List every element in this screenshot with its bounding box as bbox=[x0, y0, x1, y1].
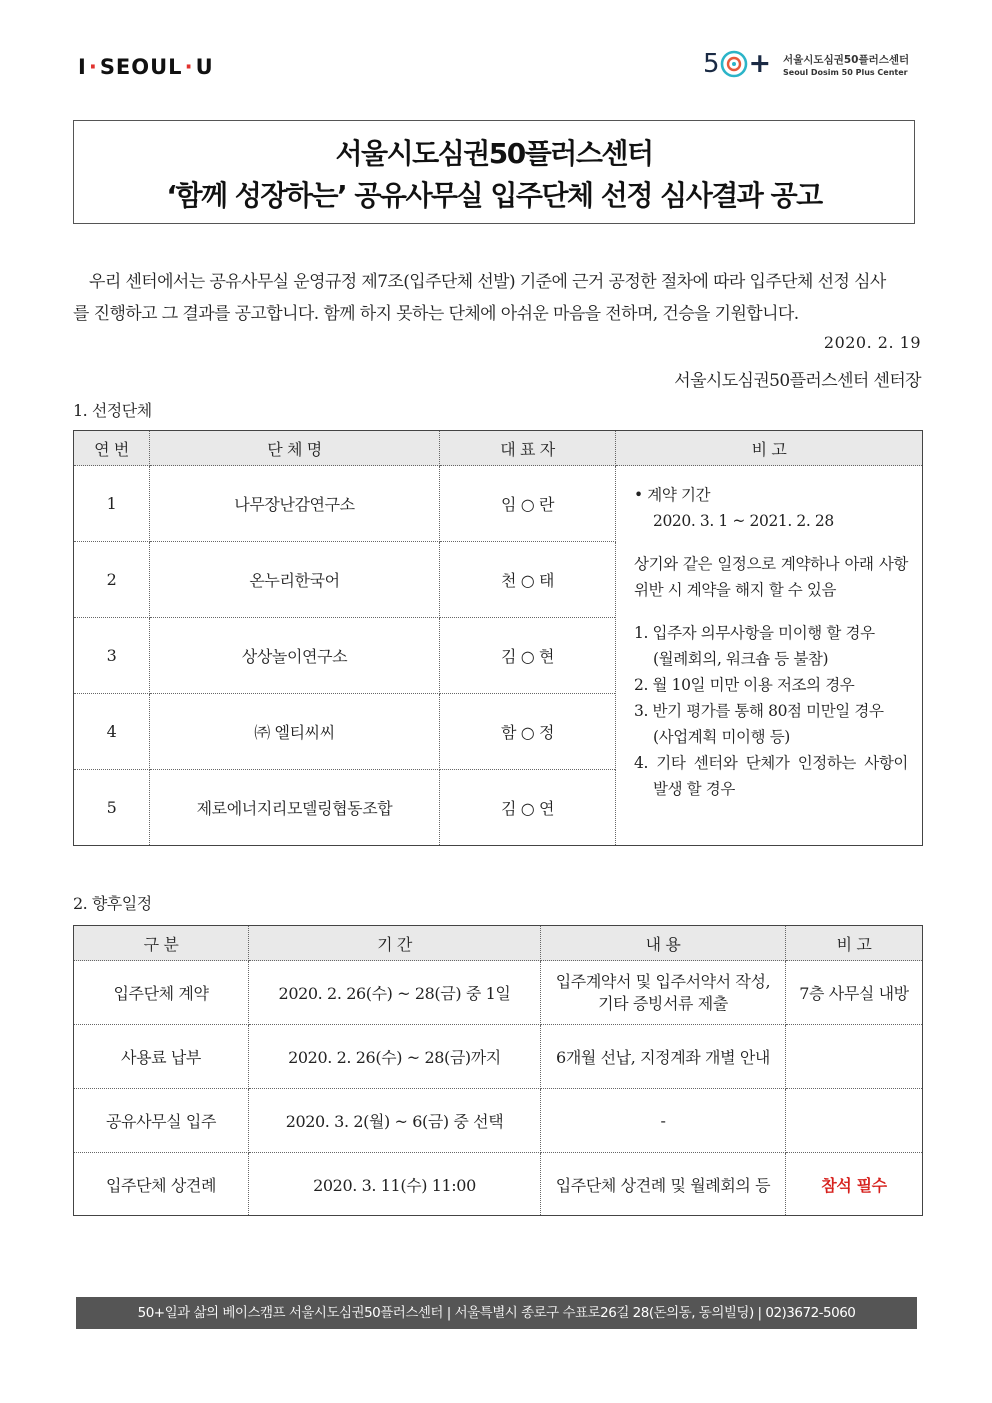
table-header-row bbox=[74, 431, 923, 466]
note-condition-line1: 상기와 같은 일정으로 계약하나 아래 사항 bbox=[634, 555, 908, 573]
note-item-4: 4. 기타 센터와 단체가 인정하는 사항이 bbox=[634, 754, 908, 772]
col-header-content: 내 용 bbox=[541, 926, 786, 961]
schedule-type: 사용료 납부 bbox=[74, 1025, 249, 1089]
col-header-no: 연 번 bbox=[74, 431, 150, 466]
intro-line1: 우리 센터에서는 공유사무실 운영규정 제7조(입주단체 선발) 기준에 근거 공정한 절차에 따라 입주단체 선정 심사 bbox=[89, 272, 886, 292]
fifty-plus-logo-mark bbox=[703, 48, 770, 79]
note-item-2: 2. 월 10일 미만 이용 저조의 경우 bbox=[634, 676, 855, 694]
note-item-4-detail: 발생 할 경우 bbox=[653, 780, 735, 798]
logo-part-seoul: SEOUL bbox=[99, 55, 183, 79]
note-item-3: 3. 반기 평가를 통해 80점 미만일 경우 bbox=[634, 702, 884, 720]
logo-dot: · bbox=[88, 55, 98, 79]
representative: 천 ○ 태 bbox=[440, 542, 616, 618]
note-bullet: • 계약 기간 bbox=[634, 486, 711, 504]
footer-bar: 50+일과 삶의 베이스캠프 서울시도심권50플러스센터 | 서울특별시 종로구 수표로26길 28(돈의동, 동의빌딩) | 02)3672-5060 bbox=[76, 1297, 917, 1329]
section2-heading: 2. 향후일정 bbox=[73, 894, 152, 913]
announcement-date: 2020. 2. 19 bbox=[823, 333, 921, 352]
group-name: 온누리한국어 bbox=[150, 542, 440, 618]
col-header-rep: 대 표 자 bbox=[440, 431, 616, 466]
schedule-period: 2020. 3. 2(월) ~ 6(금) 중 선택 bbox=[249, 1089, 541, 1153]
logo-name-en: Seoul Dosim 50 Plus Center bbox=[783, 68, 908, 77]
col-header-note: 비 고 bbox=[786, 926, 923, 961]
row-no: 2 bbox=[74, 542, 150, 618]
schedule-table bbox=[73, 925, 923, 1216]
seoul-logo bbox=[78, 55, 214, 79]
schedule-note bbox=[786, 1089, 923, 1153]
schedule-content-line1: 입주계약서 및 입주서약서 작성, bbox=[555, 971, 771, 991]
group-name: ㈜ 엘티씨씨 bbox=[150, 694, 440, 770]
section1-heading: 1. 선정단체 bbox=[73, 401, 152, 420]
schedule-content: 6개월 선납, 지정계좌 개별 안내 bbox=[541, 1025, 786, 1089]
table-row bbox=[74, 1025, 923, 1089]
schedule-period: 2020. 3. 11(수) 11:00 bbox=[249, 1153, 541, 1216]
row-no: 5 bbox=[74, 770, 150, 846]
logo-five: 5 bbox=[703, 48, 719, 79]
table-header-row bbox=[74, 926, 923, 961]
table-row bbox=[74, 961, 923, 1025]
group-name: 나무장난감연구소 bbox=[150, 466, 440, 542]
logo-part-i: I bbox=[78, 55, 87, 79]
col-header-note: 비 고 bbox=[616, 431, 923, 466]
attendance-required-note: 참석 필수 bbox=[786, 1153, 923, 1216]
schedule-type: 입주단체 상견례 bbox=[74, 1153, 249, 1216]
schedule-content: - bbox=[541, 1089, 786, 1153]
schedule-content: 입주단체 상견례 및 월례회의 등 bbox=[541, 1153, 786, 1216]
logo-plus: + bbox=[748, 48, 771, 79]
title-line1: 서울시도심권50플러스센터 bbox=[335, 137, 653, 170]
schedule-type: 공유사무실 입주 bbox=[74, 1089, 249, 1153]
note-item-1-detail: (월례회의, 워크숍 등 불참) bbox=[653, 650, 829, 668]
table-row bbox=[74, 1153, 923, 1216]
schedule-note bbox=[786, 1025, 923, 1089]
schedule-note: 7층 사무실 내방 bbox=[786, 961, 923, 1025]
representative: 김 ○ 연 bbox=[440, 770, 616, 846]
logo-dot: · bbox=[184, 55, 194, 79]
table-row bbox=[74, 466, 923, 542]
title-line2: ‘함께 성장하는’ 공유사무실 입주단체 선정 심사결과 공고 bbox=[166, 179, 822, 212]
representative: 함 ○ 정 bbox=[440, 694, 616, 770]
schedule-period: 2020. 2. 26(수) ~ 28(금) 중 1일 bbox=[249, 961, 541, 1025]
representative: 임 ○ 란 bbox=[440, 466, 616, 542]
representative: 김 ○ 현 bbox=[440, 618, 616, 694]
row-no: 1 bbox=[74, 466, 150, 542]
logo-name-ko: 서울시도심권50플러스센터 bbox=[783, 54, 910, 66]
selected-groups-table bbox=[73, 430, 923, 846]
note-item-3-detail: (사업계획 미이행 등) bbox=[653, 728, 790, 746]
col-header-type: 구 분 bbox=[74, 926, 249, 961]
target-icon bbox=[720, 50, 748, 78]
col-header-name: 단 체 명 bbox=[150, 431, 440, 466]
schedule-content-line2: 기타 증빙서류 제출 bbox=[598, 993, 728, 1013]
logo-part-u: U bbox=[195, 55, 214, 79]
contract-period: 2020. 3. 1 ~ 2021. 2. 28 bbox=[653, 512, 834, 530]
table-row bbox=[74, 1089, 923, 1153]
group-name: 제로에너지리모델링협동조합 bbox=[150, 770, 440, 846]
schedule-type: 입주단체 계약 bbox=[74, 961, 249, 1025]
note-item-1: 1. 입주자 의무사항을 미이행 할 경우 bbox=[634, 624, 875, 642]
intro-paragraph bbox=[73, 266, 921, 330]
signer: 서울시도심권50플러스센터 센터장 bbox=[674, 371, 921, 391]
row-no: 3 bbox=[74, 618, 150, 694]
intro-line2: 를 진행하고 그 결과를 공고합니다. 함께 하지 못하는 단체에 아쉬운 마음을 전하며, 건승을 기원합니다. bbox=[73, 304, 799, 324]
note-condition-line2: 위반 시 계약을 해지 할 수 있음 bbox=[634, 581, 837, 599]
schedule-period: 2020. 2. 26(수) ~ 28(금)까지 bbox=[249, 1025, 541, 1089]
title-box bbox=[73, 120, 915, 224]
schedule-content bbox=[541, 961, 786, 1025]
col-header-period: 기 간 bbox=[249, 926, 541, 961]
group-name: 상상놀이연구소 bbox=[150, 618, 440, 694]
note-cell bbox=[616, 466, 923, 846]
row-no: 4 bbox=[74, 694, 150, 770]
